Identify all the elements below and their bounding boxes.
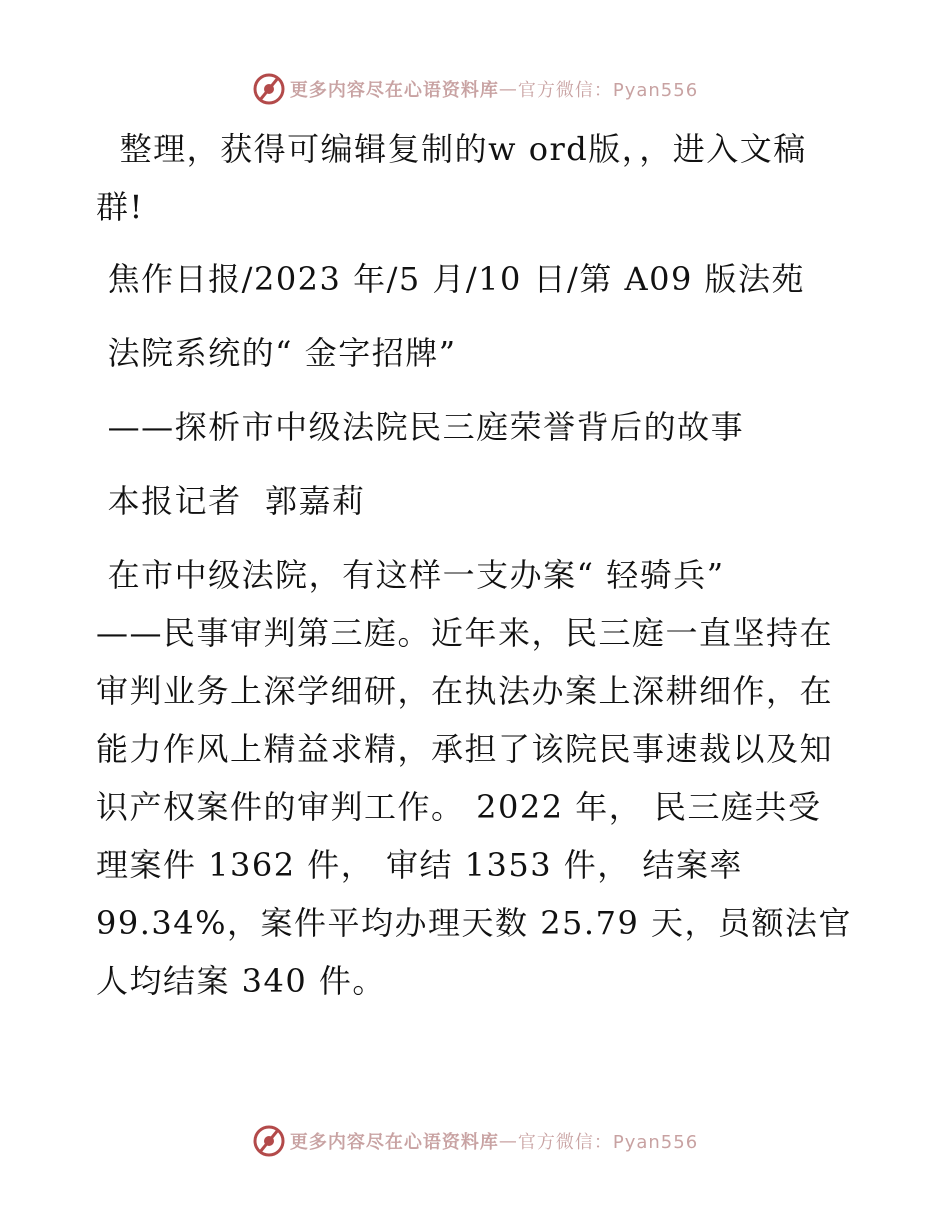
watermark-text: 更多内容尽在心语资料库	[289, 1132, 499, 1153]
text-line: 在市中级法院，有这样一支办案“ 轻骑兵”	[96, 556, 725, 594]
watermark-text: 更多内容尽在心语资料库	[289, 80, 499, 101]
text-line: 识产权案件的审判工作。 2022 年， 民三庭共受	[96, 788, 822, 826]
text-line: 能力作风上精益求精，承担了该院民事速裁以及知	[96, 730, 834, 768]
text-line: 整理，获得可编辑复制的w ord版，，进入文稿	[108, 130, 807, 168]
article-byline: 本报记者 郭嘉莉	[96, 482, 366, 520]
text-line: 群!	[96, 188, 144, 226]
watermark-separator: —	[498, 1130, 518, 1152]
footer-watermark	[0, 1124, 950, 1158]
text-line: ——民事审判第三庭。近年来，民三庭一直坚持在	[96, 614, 834, 652]
quill-logo-icon	[252, 1124, 286, 1158]
watermark-separator: —	[498, 78, 518, 100]
text-line: 审判业务上深学细研，在执法办案上深耕细作，在	[96, 672, 834, 710]
text-line: 99.34%，案件平均办理天数 25.79 天，员额法官	[96, 904, 852, 942]
publication-line: 焦作日报/2023 年/5 月/10 日/第 A09 版法苑	[96, 260, 806, 298]
article-title: 法院系统的“ 金字招牌”	[96, 334, 457, 372]
article-subtitle: ——探析市中级法院民三庭荣誉背后的故事	[96, 408, 745, 446]
text-line: 人均结案 340 件。	[96, 962, 386, 1000]
watermark-wechat: 官方微信：Pyan556	[517, 1132, 699, 1153]
watermark-wechat: 官方微信：Pyan556	[517, 80, 699, 101]
text-line: 理案件 1362 件， 审结 1353 件， 结案率	[96, 846, 743, 884]
